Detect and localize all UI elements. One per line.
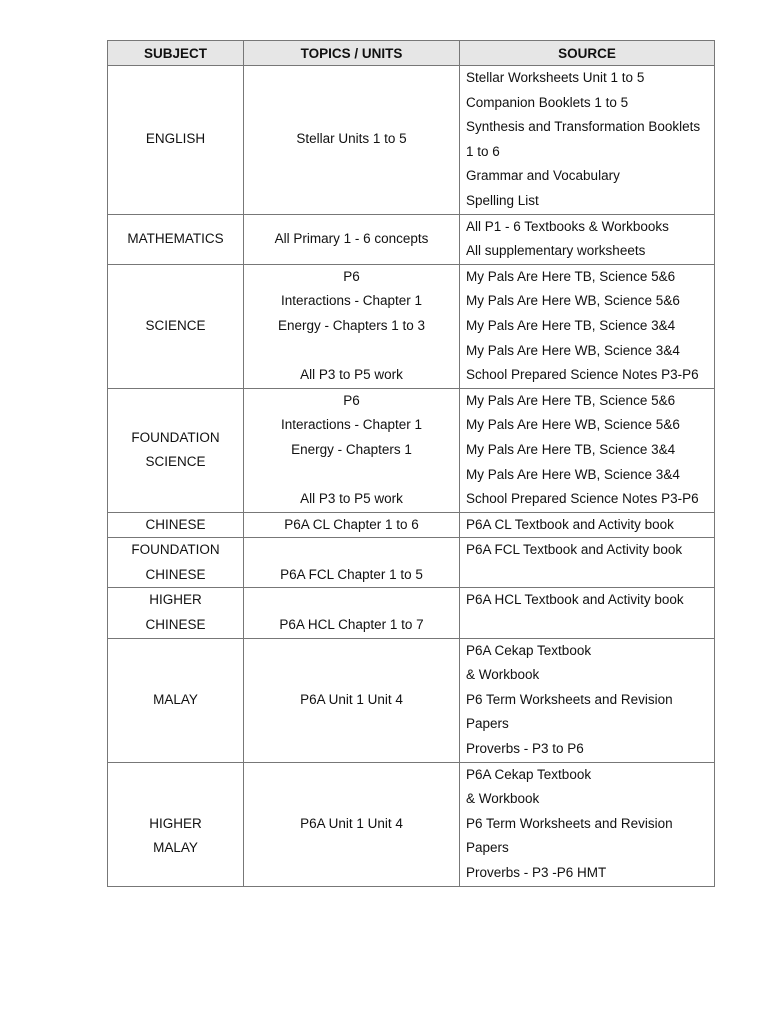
header-row	[108, 41, 715, 66]
subject-cell	[108, 638, 244, 762]
subject-line: CHINESE	[145, 566, 206, 582]
table-row	[108, 638, 715, 762]
syllabus-table-container	[107, 40, 714, 882]
source-cell	[460, 214, 715, 264]
subject-line	[108, 787, 243, 812]
table-body	[108, 66, 715, 887]
topics-line: All P3 to P5 work	[300, 367, 403, 383]
topics-line	[244, 836, 459, 861]
topics-line	[244, 339, 459, 364]
table-row	[108, 762, 715, 886]
header-subject: SUBJECT	[108, 41, 244, 66]
source-cell	[460, 538, 715, 588]
subject-line: SCIENCE	[145, 317, 206, 333]
subject-line: MALAY	[153, 691, 198, 707]
source-line: 1 to 6	[466, 143, 500, 159]
source-line: P6A FCL Textbook and Activity book	[466, 542, 683, 558]
source-line: Papers	[466, 840, 509, 856]
source-line: Grammar and Vocabulary	[466, 168, 620, 184]
header-topics: TOPICS / UNITS	[244, 41, 460, 66]
table-row	[108, 214, 715, 264]
subject-line: MALAY	[153, 840, 198, 856]
source-line: Stellar Worksheets Unit 1 to 5	[466, 70, 645, 85]
topics-cell	[244, 588, 460, 638]
source-line: My Pals Are Here WB, Science 5&6	[466, 293, 680, 309]
topics-cell	[244, 388, 460, 512]
topics-line	[244, 763, 459, 788]
source-line: My Pals Are Here TB, Science 5&6	[466, 268, 676, 284]
topics-cell	[244, 638, 460, 762]
source-line: School Prepared Science Notes P3-P6	[466, 491, 699, 507]
subject-line	[108, 763, 243, 788]
source-line: Proverbs - P3 to P6	[466, 741, 584, 757]
subject-cell	[108, 512, 244, 538]
subject-line: HIGHER	[149, 815, 202, 831]
source-cell	[460, 264, 715, 388]
table-row	[108, 66, 715, 215]
source-cell	[460, 588, 715, 638]
source-line: Proverbs - P3 -P6 HMT	[466, 865, 607, 880]
subject-cell	[108, 264, 244, 388]
subject-line: ENGLISH	[145, 131, 206, 147]
source-cell	[460, 66, 715, 215]
topics-line: P6A CL Chapter 1 to 6	[284, 516, 419, 532]
topics-line: P6A HCL Chapter 1 to 7	[279, 617, 424, 633]
subject-line: SCIENCE	[145, 454, 206, 470]
source-line: All supplementary worksheets	[466, 243, 646, 259]
source-line: & Workbook	[466, 667, 540, 683]
subject-line: FOUNDATION	[131, 542, 220, 558]
source-line: P6A Cekap Textbook	[466, 766, 592, 782]
topics-line: Interactions - Chapter 1	[280, 293, 423, 309]
subject-cell	[108, 588, 244, 638]
source-line: My Pals Are Here WB, Science 3&4	[466, 342, 680, 358]
topics-line: P6A Unit 1 Unit 4	[300, 815, 403, 831]
table-row	[108, 388, 715, 512]
source-line: Synthesis and Transformation Booklets	[466, 119, 701, 135]
source-line: P6 Term Worksheets and Revision	[466, 815, 673, 831]
table-row	[108, 588, 715, 638]
source-line: My Pals Are Here WB, Science 3&4	[466, 466, 680, 482]
topics-line: P6	[343, 268, 360, 284]
topics-line	[244, 463, 459, 488]
source-line: P6A CL Textbook and Activity book	[466, 516, 674, 532]
topics-line	[244, 538, 459, 563]
source-line: P6A HCL Textbook and Activity book	[466, 592, 684, 608]
subject-cell	[108, 538, 244, 588]
header-source: SOURCE	[460, 41, 715, 66]
topics-line: P6A FCL Chapter 1 to 5	[280, 566, 423, 582]
table-row	[108, 264, 715, 388]
subject-cell	[108, 388, 244, 512]
syllabus-table	[107, 40, 715, 887]
source-line	[466, 613, 714, 638]
source-line: & Workbook	[466, 791, 540, 807]
subject-line: FOUNDATION	[131, 429, 220, 445]
source-line: School Prepared Science Notes P3-P6	[466, 367, 699, 383]
source-line: My Pals Are Here TB, Science 5&6	[466, 392, 676, 408]
source-cell	[460, 388, 715, 512]
source-line: My Pals Are Here TB, Science 3&4	[466, 441, 676, 457]
topics-cell	[244, 762, 460, 886]
topics-cell	[244, 214, 460, 264]
subject-cell	[108, 762, 244, 886]
topics-line: All Primary 1 - 6 concepts	[274, 230, 429, 246]
source-line: P6A Cekap Textbook	[466, 642, 592, 658]
subject-line: CHINESE	[145, 617, 206, 633]
source-line: Papers	[466, 716, 509, 732]
topics-line: P6A Unit 1 Unit 4	[300, 691, 403, 707]
source-cell	[460, 762, 715, 886]
source-line: P6 Term Worksheets and Revision	[466, 691, 673, 707]
topics-line	[244, 787, 459, 812]
topics-line: P6	[343, 392, 360, 408]
topics-line	[244, 588, 459, 613]
source-line: Spelling List	[466, 192, 539, 208]
topics-line	[244, 861, 459, 886]
topics-line: Energy - Chapters 1	[291, 441, 412, 457]
topics-cell	[244, 66, 460, 215]
source-line: My Pals Are Here TB, Science 3&4	[466, 317, 676, 333]
topics-line: All P3 to P5 work	[300, 491, 403, 507]
source-cell	[460, 638, 715, 762]
topics-cell	[244, 512, 460, 538]
topics-line: Stellar Units 1 to 5	[296, 131, 407, 147]
source-line: Companion Booklets 1 to 5	[466, 94, 629, 110]
subject-line: HIGHER	[149, 592, 202, 608]
topics-line: Interactions - Chapter 1	[280, 417, 423, 433]
subject-line: MATHEMATICS	[127, 230, 224, 246]
subject-line: CHINESE	[145, 516, 206, 532]
topics-cell	[244, 538, 460, 588]
table-row	[108, 512, 715, 538]
source-line: All P1 - 6 Textbooks & Workbooks	[466, 218, 669, 234]
source-line	[466, 563, 714, 588]
source-cell	[460, 512, 715, 538]
topics-line: Energy - Chapters 1 to 3	[277, 317, 426, 333]
subject-line	[108, 861, 243, 886]
topics-cell	[244, 264, 460, 388]
source-line: My Pals Are Here WB, Science 5&6	[466, 417, 680, 433]
subject-cell	[108, 214, 244, 264]
table-row	[108, 538, 715, 588]
subject-cell	[108, 66, 244, 215]
